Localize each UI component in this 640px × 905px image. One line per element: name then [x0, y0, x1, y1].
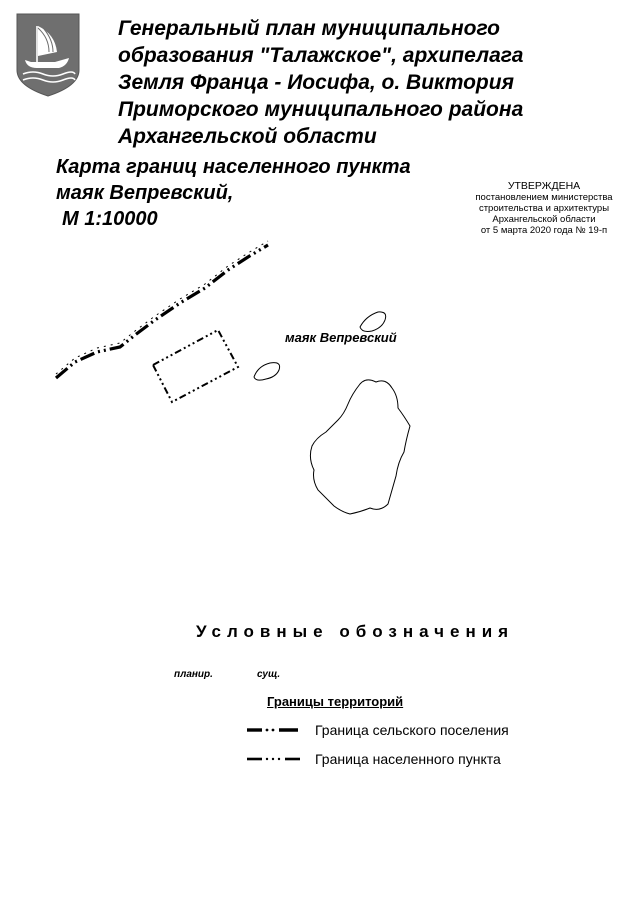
- legend-item-rural-settlement-boundary: [246, 721, 509, 739]
- rural-settlement-boundary: [56, 245, 268, 378]
- rural-settlement-boundary-inner: [56, 241, 268, 374]
- title-line: Приморского муниципального района: [118, 98, 524, 121]
- approval-stamp: [452, 180, 636, 236]
- approval-line: строительства и архитектуры: [478, 203, 610, 214]
- map-title-line: маяк Вепревский,: [56, 182, 234, 204]
- lighthouse-place-label: маяк Вепревский: [285, 330, 397, 345]
- document-title: [118, 15, 618, 150]
- settlement-boundary: [153, 330, 238, 402]
- map-title: [56, 154, 411, 232]
- approval-line: постановлением министерства: [475, 192, 613, 203]
- dash-dot-dot-line-icon: [246, 725, 304, 735]
- title-line: Земля Франца - Иосифа, о. Виктория: [118, 71, 514, 94]
- legend-title: Условные обозначения: [196, 622, 515, 641]
- legend-item-settlement-boundary: [246, 750, 501, 768]
- title-line: образования "Талажское", архипелага: [118, 44, 524, 67]
- approval-line: от 5 марта 2020 года № 19-п: [480, 225, 608, 236]
- title-line: Архангельской области: [118, 125, 377, 148]
- dash-dot-dot-dot-line-icon: [246, 754, 304, 764]
- map-title-line: Карта границ населенного пункта: [56, 156, 411, 178]
- legend-item-label: Граница сельского поселения: [315, 722, 509, 738]
- approval-heading: УТВЕРЖДЕНА: [507, 180, 581, 192]
- legend-column-planned: планир.: [174, 669, 213, 680]
- legend-section-title: Границы территорий: [267, 694, 404, 709]
- island-outline: [310, 380, 410, 514]
- map-scale: М 1:10000: [62, 208, 158, 230]
- approval-line: Архангельской области: [492, 214, 596, 225]
- sailing-ship-coat-of-arms-icon: [15, 12, 81, 98]
- map-canvas: [0, 230, 640, 530]
- legend-column-existing: сущ.: [257, 669, 281, 680]
- islet-north: [360, 312, 386, 332]
- islet-west: [254, 363, 280, 380]
- legend-item-label: Граница населенного пункта: [315, 751, 501, 767]
- title-line: Генеральный план муниципального: [118, 17, 500, 40]
